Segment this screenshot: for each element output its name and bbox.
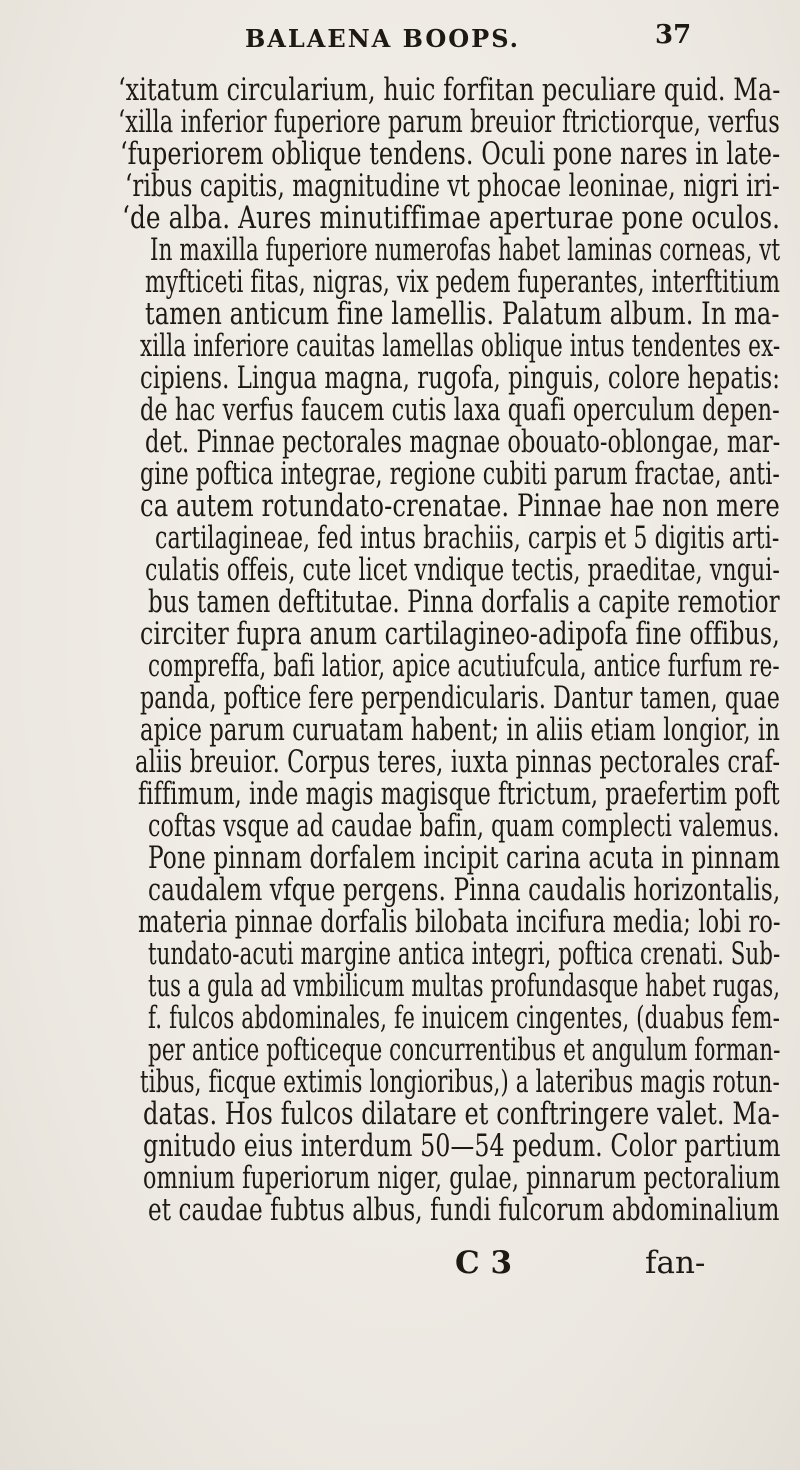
text-line: det. Pinnae pectorales magnae obouato-oblongae, mar- — [145, 424, 781, 460]
text-line: ‘xitatum circularium, huic forfitan peculiare quid. Ma- — [118, 72, 781, 108]
text-line: ‘fuperiorem oblique tendens. Oculi pone nares in late- — [120, 136, 781, 172]
text-line: ca autem rotundato-crenatae. Pinnae hae non mere — [140, 488, 780, 524]
text-line: myfticeti fitas, nigras, vix pedem fuperantes, interftitium — [145, 264, 780, 300]
catchword: fan- — [645, 1245, 706, 1281]
text-line: datas. Hos fulcos dilatare et conftringere valet. Ma- — [143, 1096, 780, 1132]
text-line: gnitudo eius interdum 50—54 pedum. Color partium — [143, 1128, 781, 1164]
text-line: tamen anticum fine lamellis. Palatum album. In ma- — [145, 296, 780, 332]
text-line: ‘ribus capitis, magnitudine vt phocae leoninae, nigri iri- — [125, 168, 780, 204]
running-head — [0, 18, 800, 58]
text-line: ‘de alba. Aures minutiffimae aperturae pone oculos. — [122, 200, 781, 236]
text-line: ‘xilla inferior fuperiore parum breuior ftrictiorque, verfus — [118, 104, 780, 140]
signature-mark: C 3 — [455, 1245, 513, 1281]
text-line: tibus, ficque extimis longioribus,) a lateribus magis rotun- — [140, 1064, 780, 1100]
page-number: 37 — [655, 20, 692, 50]
text-line: xilla inferiore cauitas lamellas oblique intus tendentes ex- — [140, 328, 781, 364]
text-line: de hac verfus faucem cutis laxa quafi operculum depen- — [140, 392, 780, 428]
text-line: per antice pofticeque concurrentibus et angulum forman- — [148, 1032, 781, 1068]
text-line: cartilagineae, fed intus brachiis, carpis et 5 digitis arti- — [155, 520, 780, 556]
text-line: tundato-acuti margine antica integri, poftica crenati. Sub- — [148, 936, 781, 972]
text-line: culatis offeis, cute licet vndique tectis, praeditae, vngui- — [145, 552, 780, 588]
text-line: panda, poftice fere perpendicularis. Dantur tamen, quae — [140, 680, 780, 716]
text-line: In maxilla fuperiore numerofas habet laminas corneas, vt — [150, 232, 781, 268]
text-line: tus a gula ad vmbilicum multas profundasque habet rugas, — [148, 968, 781, 1004]
text-line: coftas vsque ad caudae bafin, quam complecti valemus. — [148, 808, 780, 844]
text-line: circiter fupra anum cartilagineo-adipofa fine offibus, — [140, 616, 780, 652]
text-line: Pone pinnam dorfalem incipit carina acuta in pinnam — [148, 840, 781, 876]
text-line: cipiens. Lingua magna, rugofa, pinguis, colore hepatis: — [140, 360, 781, 396]
text-line: bus tamen deftitutae. Pinna dorfalis a capite remotior — [148, 584, 780, 620]
text-line: materia pinnae dorfalis bilobata incifura media; lobi ro- — [138, 904, 781, 940]
text-line: gine poftica integrae, regione cubiti parum fractae, anti- — [140, 456, 780, 492]
text-line: et caudae fubtus albus, fundi fulcorum abdominalium — [148, 1192, 780, 1228]
text-line: f. fulcos abdominales, fe inuicem cingentes, (duabus fem- — [148, 1000, 780, 1036]
running-title: BALAENA BOOPS. — [245, 24, 521, 53]
text-line: aliis breuior. Corpus teres, iuxta pinnas pectorales craf- — [135, 744, 781, 780]
text-line: caudalem vfque pergens. Pinna caudalis horizontalis, — [148, 872, 781, 908]
text-line: compreffa, bafi latior, apice acutiufcula, antice furfum re- — [148, 648, 780, 684]
text-line: fiffimum, inde magis magisque ftrictum, praefertim poft — [138, 776, 780, 812]
text-line: omnium fuperiorum niger, gulae, pinnarum pectoralium — [143, 1160, 781, 1196]
text-line: apice parum curuatam habent; in aliis etiam longior, in — [140, 712, 781, 748]
page-footer — [0, 1245, 800, 1285]
